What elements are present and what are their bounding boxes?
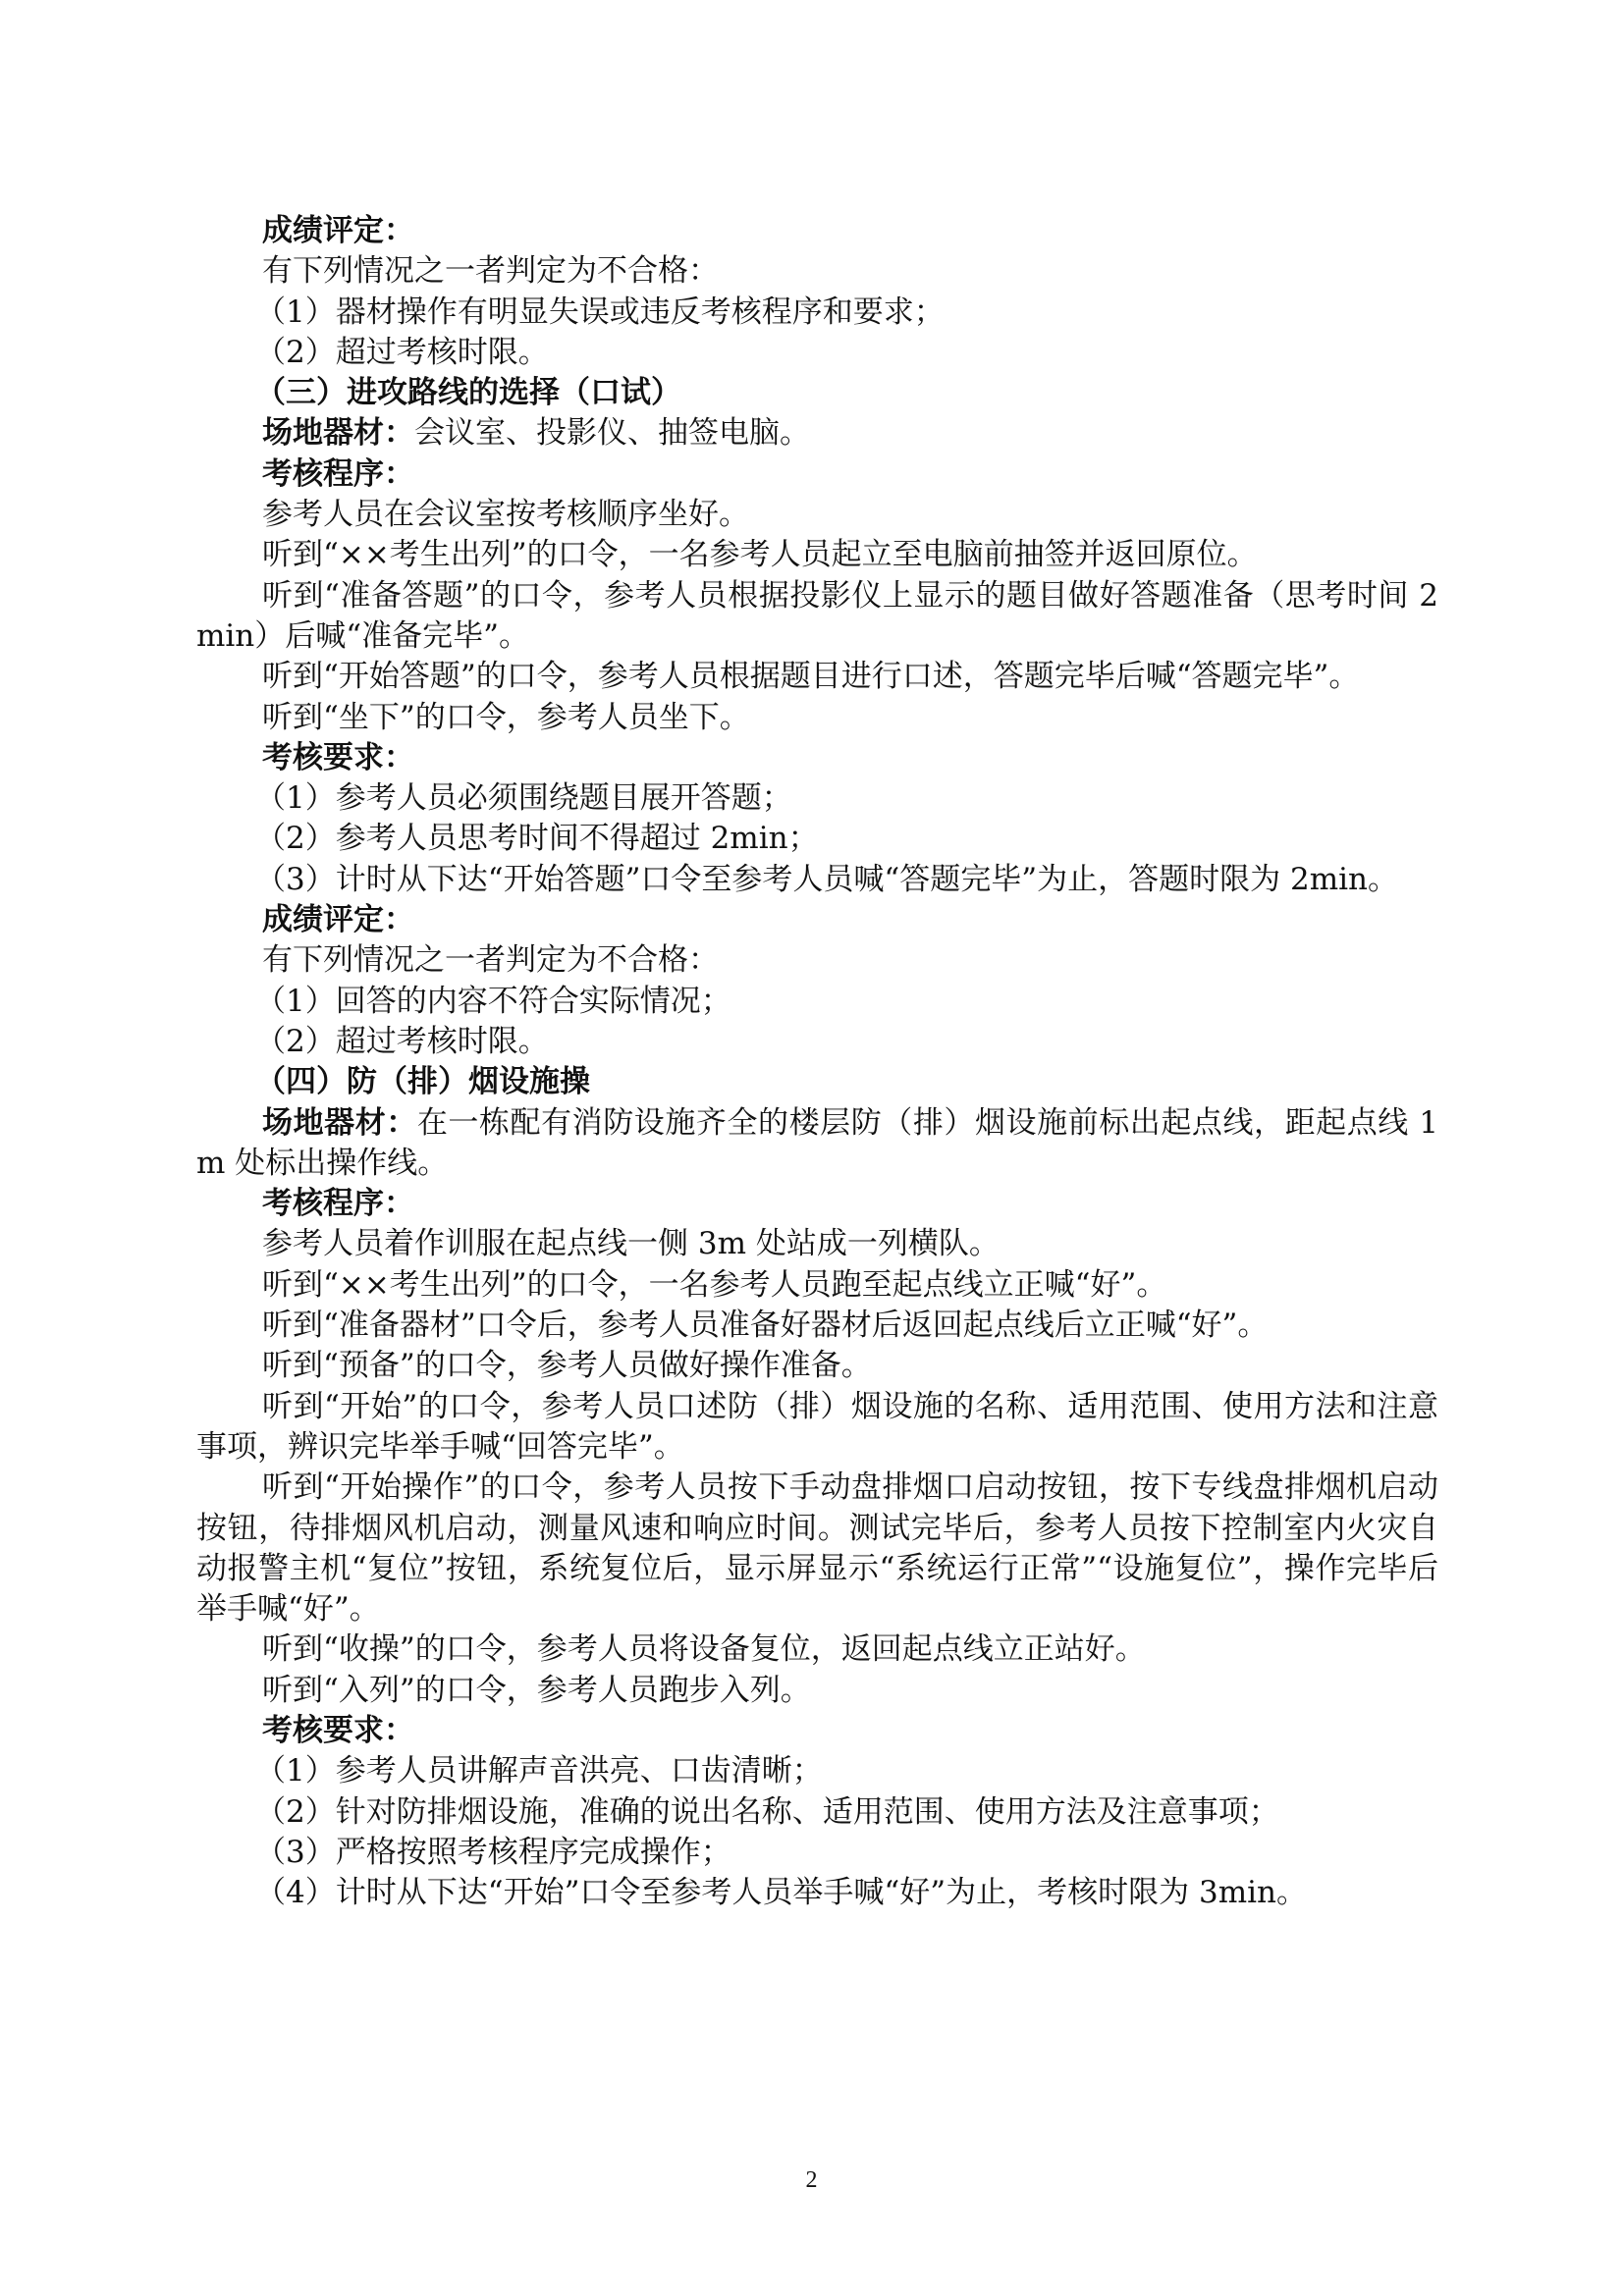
section4-requirement: （4）计时从下达“开始”口令至参考人员举手喊“好”为止，考核时限为 3min。 [255,1875,1307,1911]
section2-grading-intro: 有下列情况之一者判定为不合格： [262,253,719,290]
section3-procedure-step: 听到“准备答题”的口令，参考人员根据投影仪上显示的题目做好答题准备（思考时间 2min）后喊“准备完毕”。 [196,577,1438,654]
section4-venue-label: 场地器材： [262,1104,417,1141]
section4-procedure-step: 听到“准备器材”口令后，参考人员准备好器材后返回起点线后立正喊“好”。 [262,1308,1269,1344]
document-page [196,211,1438,1913]
section3-procedure-step: 听到“开始答题”的口令，参考人员根据题目进行口述，答题完毕后喊“答题完毕”。 [262,659,1360,695]
section4-requirement: （3）严格按照考核程序完成操作； [255,1834,731,1870]
section3-grading-item: （1）回答的内容不符合实际情况； [255,983,731,1019]
section3-requirement: （3）计时从下达“开始答题”口令至参考人员喊“答题完毕”为止，答题时限为 2min。 [255,861,1398,897]
section4-title: （四）防（排）烟设施操 [255,1064,590,1100]
section3-procedure-heading: 考核程序： [262,455,414,492]
section4-venue-text: 在一栋配有消防设施齐全的楼层防（排）烟设施前标出起点线，距起点线 1m 处标出操作线。 [196,1104,1439,1181]
section3-grading-heading: 成绩评定： [262,902,414,938]
section3-grading-item: （2）超过考核时限。 [255,1023,549,1059]
section3-venue-text: 会议室、投影仪、抽签电脑。 [414,415,810,452]
section3-procedure-step: 听到“坐下”的口令，参考人员坐下。 [262,699,750,735]
section3-procedure-step: 参考人员在会议室按考核顺序坐好。 [262,497,749,533]
section3-requirement: （1）参考人员必须围绕题目展开答题； [255,780,792,817]
section4-requirements-heading: 考核要求： [262,1712,414,1748]
section4-procedure-step: 听到“开始”的口令，参考人员口述防（排）烟设施的名称、适用范围、使用方法和注意事项，辨识完毕举手喊“回答完毕”。 [196,1388,1438,1465]
section2-grading-item: （2）超过考核时限。 [255,334,549,370]
page-number: 2 [805,2167,818,2193]
section3-venue-label: 场地器材： [262,415,414,452]
section3-requirements-heading: 考核要求： [262,739,414,775]
section4-procedure-heading: 考核程序： [262,1186,414,1222]
section4-procedure-step: 听到“开始操作”的口令，参考人员按下手动盘排烟口启动按钮，按下专线盘排烟机启动按钮，待排烟风机启动，测量风速和响应时间。测试完毕后，参考人员按下控制室内火灾自动报警主机“复位”按钮，系统复位后，显示屏显示“系统运行正常”“设施复位”，操作完毕后举手喊“好”。 [196,1469,1438,1628]
section4-procedure-step: 听到“预备”的口令，参考人员做好操作准备。 [262,1348,872,1384]
section4-procedure-step: 参考人员着作训服在起点线一侧 3m 处站成一列横队。 [262,1226,1000,1262]
section4-requirement: （1）参考人员讲解声音洪亮、口齿清晰； [255,1753,823,1789]
section2-grading-heading: 成绩评定： [262,213,414,248]
section4-venue [196,1103,1438,1185]
section3-title: （三）进攻路线的选择（口试） [255,375,681,411]
section3-grading-intro: 有下列情况之一者判定为不合格： [262,942,719,979]
section3-venue [196,413,1438,454]
section4-requirement: （2）针对防排烟设施，准确的说出名称、适用范围、使用方法及注意事项； [255,1793,1279,1830]
section3-requirement: （2）参考人员思考时间不得超过 2min； [255,821,819,857]
section4-procedure-step: 听到“收操”的口令，参考人员将设备复位，返回起点线立正站好。 [262,1631,1146,1668]
section2-grading-item: （1）器材操作有明显失误或违反考核程序和要求； [255,294,945,330]
section4-procedure-step: 听到“××考生出列”的口令，一名参考人员跑至起点线立正喊“好”。 [262,1266,1167,1303]
section4-procedure-step: 听到“入列”的口令，参考人员跑步入列。 [262,1672,811,1708]
section3-procedure-step: 听到“××考生出列”的口令，一名参考人员起立至电脑前抽签并返回原位。 [262,537,1258,573]
